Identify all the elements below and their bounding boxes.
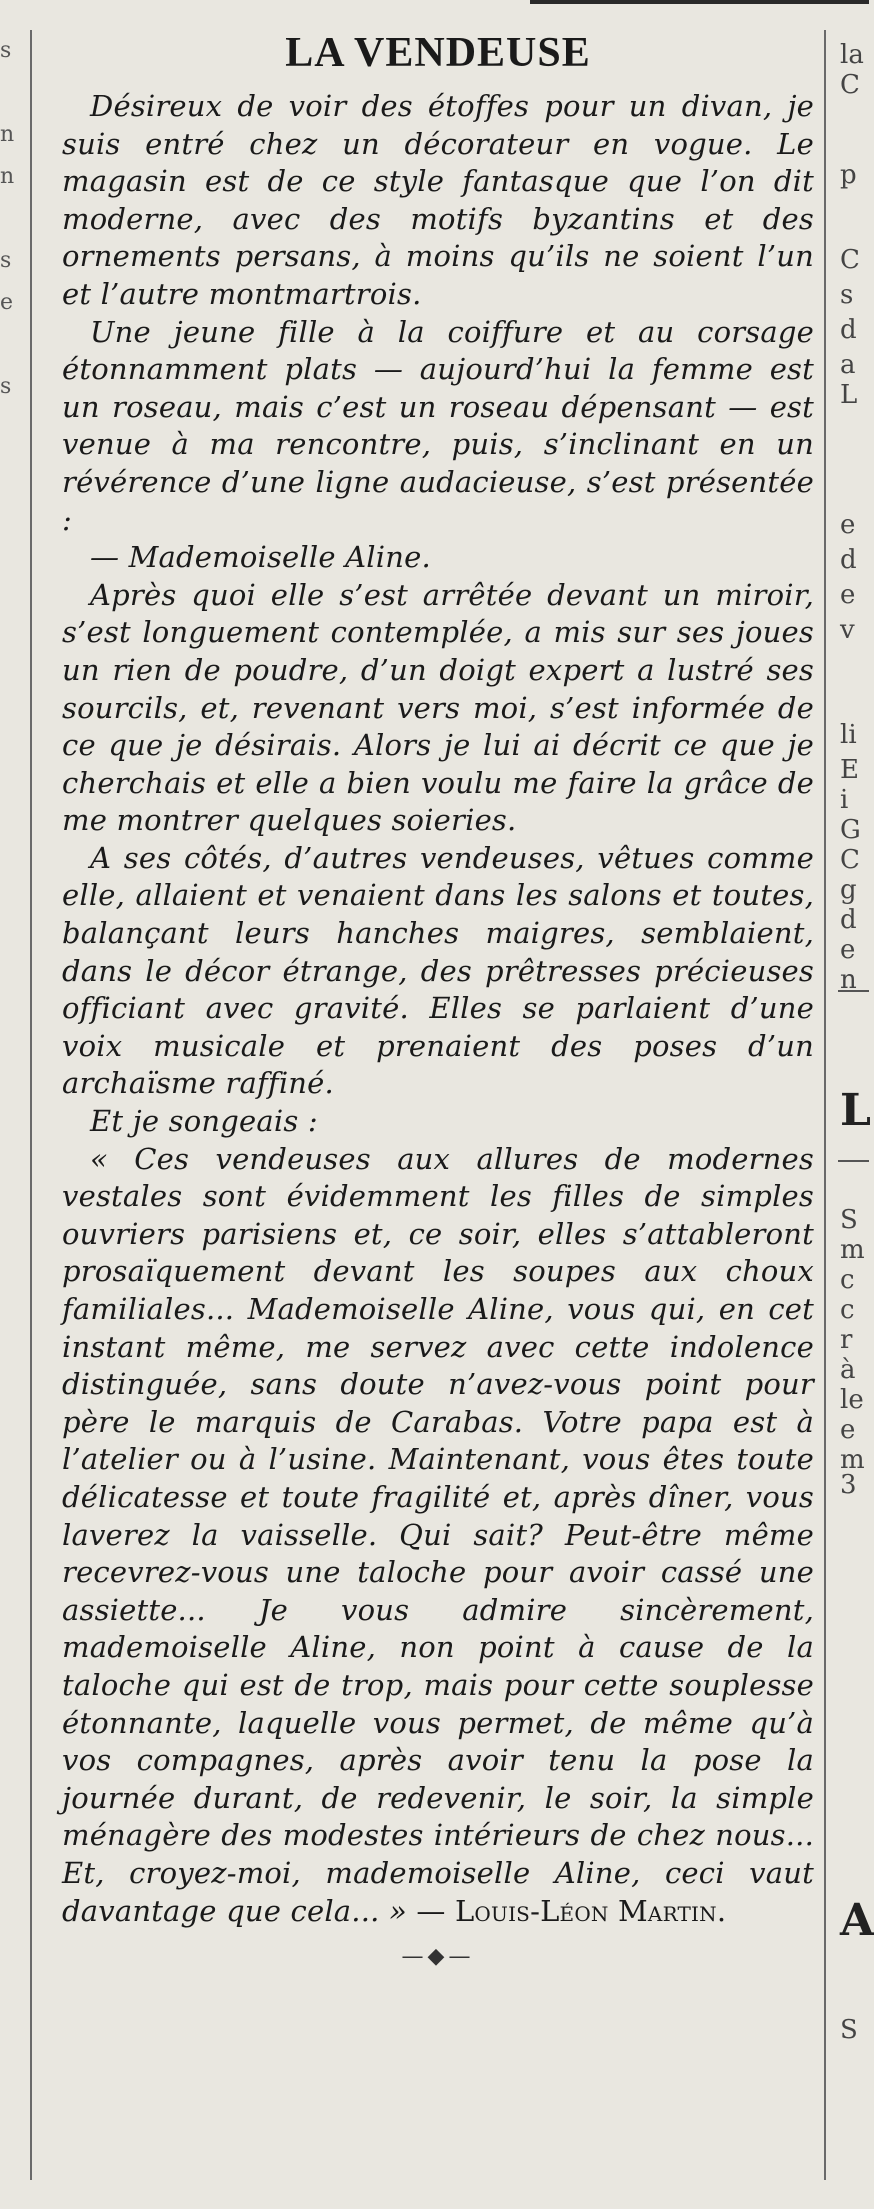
adjacent-fragment: d [840, 545, 857, 575]
article-paragraph [62, 1103, 814, 1141]
article-paragraph [62, 1141, 814, 1930]
author-signature: Louis-Léon Martin. [454, 1893, 727, 1928]
article-paragraph [62, 840, 814, 1103]
adjacent-fragment: c [840, 1295, 855, 1325]
adjacent-fragment: v [840, 615, 855, 645]
adjacent-fragment: e [840, 1415, 856, 1445]
adjacent-fragment: d [840, 315, 857, 345]
article [62, 28, 814, 1969]
article-paragraph [62, 577, 814, 840]
adjacent-fragment: S [840, 1205, 858, 1235]
adjacent-fragment: g [840, 875, 857, 905]
column-divider [838, 1160, 869, 1162]
adjacent-column-right [838, 40, 874, 2190]
adjacent-fragment: n [0, 164, 15, 189]
paragraph-text: — Mademoiselle Aline. [90, 540, 431, 575]
adjacent-fragment: li [840, 720, 857, 750]
article-paragraph [62, 88, 814, 314]
adjacent-fragment: s [0, 374, 12, 399]
adjacent-fragment: m [840, 1445, 865, 1475]
column-rule-left [30, 30, 32, 2180]
adjacent-fragment: d [840, 905, 857, 935]
adjacent-fragment: a [840, 350, 856, 380]
signature-dash: — [406, 1893, 455, 1928]
adjacent-fragment: e [840, 510, 856, 540]
adjacent-fragment: S [840, 2015, 858, 2045]
adjacent-fragment: s [0, 248, 12, 273]
adjacent-fragment: p [840, 160, 857, 190]
adjacent-fragment: s [840, 280, 854, 310]
adjacent-fragment: n [840, 965, 857, 995]
adjacent-fragment: n [0, 122, 15, 147]
adjacent-column-left [0, 30, 22, 1630]
adjacent-fragment: L [840, 380, 858, 410]
adjacent-fragment: C [840, 845, 860, 875]
article-paragraph [62, 539, 814, 577]
adjacent-fragment: A [840, 1895, 874, 1946]
adjacent-fragment: G [840, 815, 861, 845]
adjacent-fragment: e [0, 290, 14, 315]
column-rule-right [824, 30, 826, 2180]
top-rule [530, 0, 869, 4]
adjacent-fragment: à [840, 1355, 856, 1385]
adjacent-fragment: c [840, 1265, 855, 1295]
adjacent-fragment: e [840, 580, 856, 610]
adjacent-fragment: C [840, 70, 860, 100]
adjacent-fragment: r [840, 1325, 853, 1355]
adjacent-fragment [0, 72, 22, 114]
article-paragraph [62, 314, 814, 540]
adjacent-fragment: C [840, 245, 860, 275]
adjacent-fragment: m [840, 1235, 865, 1265]
adjacent-fragment: 3 [840, 1470, 857, 1500]
paragraph-text: Désireux de voir des étoffes pour un divan, je suis entré chez un décorateur en vogue. Le magasin est de ce style fantasque que l’on dit moderne, avec des motifs byzantins et des ornements persans, à moins qu’ils ne soient l’un et l’autre montmartrois. [62, 89, 814, 311]
adjacent-fragment: le [840, 1385, 864, 1415]
article-title: LA VENDEUSE [285, 30, 591, 76]
paragraph-text: Et je songeais : [90, 1104, 318, 1139]
paragraph-text: A ses côtés, d’autres vendeuses, vêtues comme elle, allaient et venaient dans les salons et toutes, balançant leurs hanches maigres, semblaient, dans le décor étrange, des prêtresses précieuses officiant avec gravité. Elles se parlaient d’une voix musicale et prenaient des poses d’un archaïsme raffiné. [62, 840, 814, 1101]
adjacent-fragment: e [840, 935, 856, 965]
adjacent-fragment [0, 324, 22, 366]
adjacent-fragment: la [840, 40, 864, 70]
adjacent-fragment: L [840, 1085, 871, 1136]
end-ornament: —◆— [401, 1944, 475, 1970]
adjacent-fragment: i [840, 785, 849, 815]
adjacent-fragment: E [840, 755, 859, 785]
adjacent-fragment [0, 198, 22, 240]
paragraph-text: Une jeune fille à la coiffure et au corsage étonnamment plats — aujourd’hui la femme est un roseau, mais c’est un roseau dépensant — est venue à ma rencontre, puis, s’inclinant en un révérence d’une ligne audacieuse, s’est présentée : [62, 314, 814, 537]
article-body [62, 88, 814, 1930]
paragraph-text: « Ces vendeuses aux allures de modernes vestales sont évidemment les filles de simples ouvriers parisiens et, ce soir, elles s’attableront prosaïquement devant les soupes aux choux familiales... Mademoiselle Aline, vous qui, en cet instant même, me servez avec cette indolence distinguée, sans doute n’avez-vous point pour père le marquis de Carabas. Votre papa est à l’atelier ou à l’usine. Maintenant, vous êtes toute délicatesse et toute fragilité et, après dîner, vous laverez la vaisselle. Qui sait? Peut-être même recevrez-vous une taloche pour avoir cassé une assiette... Je vous admire sincèrement, mademoiselle Aline, non point à cause de la taloche qui est de trop, mais pour cette souplesse étonnante, laquelle vous permet, de même qu’à vos compagnes, après avoir tenu la pose la journée durant, de redevenir, le soir, la simple ménagère des modestes intérieurs de chez nous... Et, croyez-moi, mademoiselle Aline, ceci vaut davantage que cela... » [62, 1141, 814, 1928]
paragraph-text: Après quoi elle s’est arrêtée devant un miroir, s’est longuement contemplée, a mis sur ses joues un rien de poudre, d’un doigt expert a lustré ses sourcils, et, revenant vers moi, s’est informée de ce que je désirais. Alors je lui ai décrit ce que je cherchais et elle a bien voulu me faire la grâce de me montrer quelques soieries. [62, 577, 814, 838]
adjacent-fragment: s [0, 38, 12, 63]
